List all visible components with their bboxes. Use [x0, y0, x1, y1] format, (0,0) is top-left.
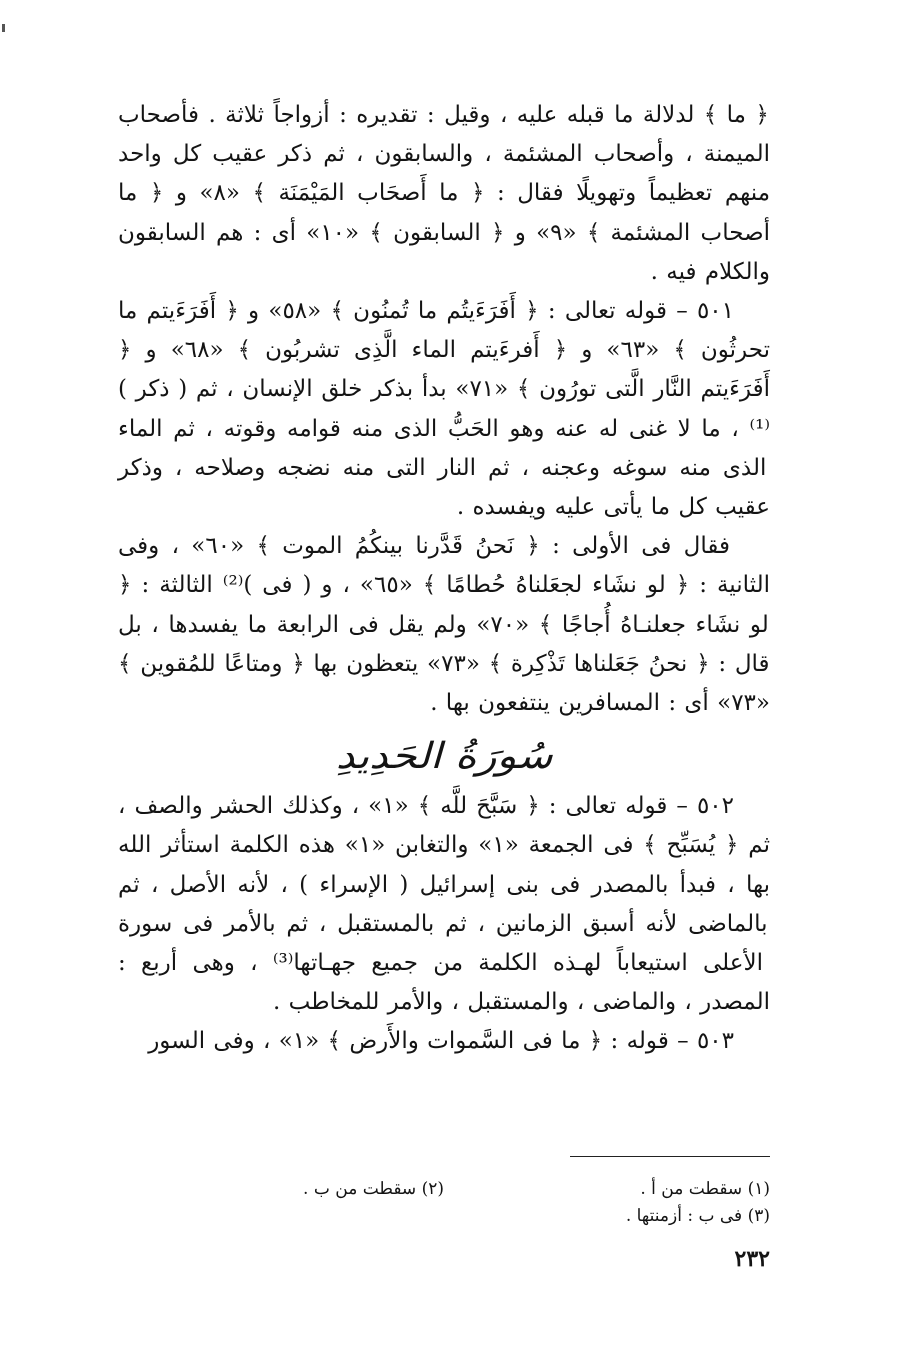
footnote-divider: [570, 1156, 770, 1157]
footnote-1: (١) سقطت من أ .: [640, 1179, 770, 1199]
paragraph-502: [118, 787, 770, 1022]
text-line: الأعلى استيعاباً لهـذه الكلمة من جميع جهـاتها⁽³⁾ ، وهى أربع :: [118, 950, 764, 977]
paragraph-501-continued: [118, 527, 770, 723]
surah-heading: [118, 729, 770, 785]
surah-title-text: سُورَةُ الحَدِيدِ: [335, 736, 553, 778]
paragraph-501: [118, 292, 770, 527]
paragraph-intro: [118, 96, 770, 292]
text-line: المصدر ، والماضى ، والمستقبل ، والأمر للمخاطب .: [273, 989, 770, 1016]
footnote-3: (٣) فى ب : أزمنتها .: [625, 1206, 770, 1226]
paragraph-503: [118, 1022, 770, 1061]
text-line: فقال فى الأولى : ﴿ نَحنُ قَدَّرنا بينكُمُ الموت ﴾ «٦٠» ، وفى: [118, 533, 731, 560]
margin-mark: [2, 24, 5, 32]
text-line: ثم بالماضى لأنه أسبق الزمانين ، ثم بالمستقبل ، ثم بالأمر فى سورة: [118, 871, 768, 937]
text-line: ٥٠٢ – قوله تعالى : ﴿ سَبَّحَ للَّه ﴾ «١» ، وكذلك الحشر: [202, 793, 735, 820]
footnote-row: [118, 1176, 770, 1203]
text-line: عقيب كل ما يأتى عليه ويفسده .: [456, 494, 770, 521]
text-line: ٥٠٣ – قوله : ﴿ ما فى السَّموات والأَرض ﴾ «١» ، وفى السور: [148, 1028, 734, 1055]
page-body: [118, 96, 771, 1272]
text-line: الثانية : ﴿ لو نشَاء لجعَلناهُ حُطامًا ﴾ «٦٥» ، و ( فى )⁽²⁾ الثالثة :: [131, 572, 770, 599]
text-line: ﴿ ما ﴾ لدلالة ما قبله عليه ، وقيل : تقديره : أزواجاً ثلاثة . فأصحاب: [118, 102, 769, 128]
text-line: ٥٠١ – قوله تعالى : ﴿ أَفَرَءَيتُم ما تُمنُون ﴾ «٥٨» و ﴿ أَفَرَءَيتم: [137, 298, 734, 325]
footnote-row: [118, 1203, 770, 1230]
page-number: ٢٣٢: [734, 1246, 770, 1272]
text-line: قال : ﴿ نحنُ جَعَلناها تَذْكِرة ﴾ «٧٣» يتعظون بها ﴿ ومتاعًا للمُقوين ﴾: [118, 650, 770, 677]
text-line: الماء الذى منه سوغه وعجنه ، ثم النار التى منه نضجه وصلاحه ، وذكر: [118, 415, 767, 481]
text-line: الميمنة ، وأصحاب المشئمة ، والسابقون ، ثم ذكر عقيب كل واحد منهم: [118, 141, 771, 207]
text-line: ( ذكر )⁽¹⁾ ، ما لا غنى له عنه وهو الحَبُّ الذى منه قوامه وقوته ، ثم: [118, 376, 770, 442]
footnote-2: (٢) سقطت من ب .: [303, 1179, 444, 1199]
text-line: «٧٣» أى : المسافرين ينتفعون بها .: [430, 690, 770, 717]
text-line: استأثر الله بها ، فبدأ بالمصدر فى بنى إسرائيل ( الإسراء ) ، لأنه الأصل ،: [118, 832, 770, 898]
text-line: المشئمة ﴾ «٩» و ﴿ السابقون ﴾ «١٠» أى : هم السابقون والكلام فيه .: [118, 219, 770, 285]
text-line: و ﴿ أَفَرَءَيتم النَّار الَّتى تورُون ﴾ «٧١» بدأ بذكر خلق الإنسان ، ثم: [118, 337, 770, 403]
footnotes: [118, 1176, 770, 1230]
text-line: تعظيماً وتهويلًا فقال : ﴿ ما أَصحَاب المَيْمَنَة ﴾ «٨» و ﴿ ما أصحاب: [118, 180, 770, 246]
text-line: ما تحرثُون ﴾ «٦٣» و ﴿ أَفرءَيتم الماء الَّذِى تشربُون ﴾ «٦٨»: [118, 298, 770, 364]
text-line: ﴿ لو نشَاء جعلنـاهُ أُجاجًا ﴾ «٧٠» ولم يقل فى الرابعة ما يفسدها ، بل: [118, 572, 769, 638]
text-line: والصف ، ثم ﴿ يُسَبِّح ﴾ فى الجمعة «١» والتغابن «١» هذه الكلمة: [118, 793, 770, 859]
